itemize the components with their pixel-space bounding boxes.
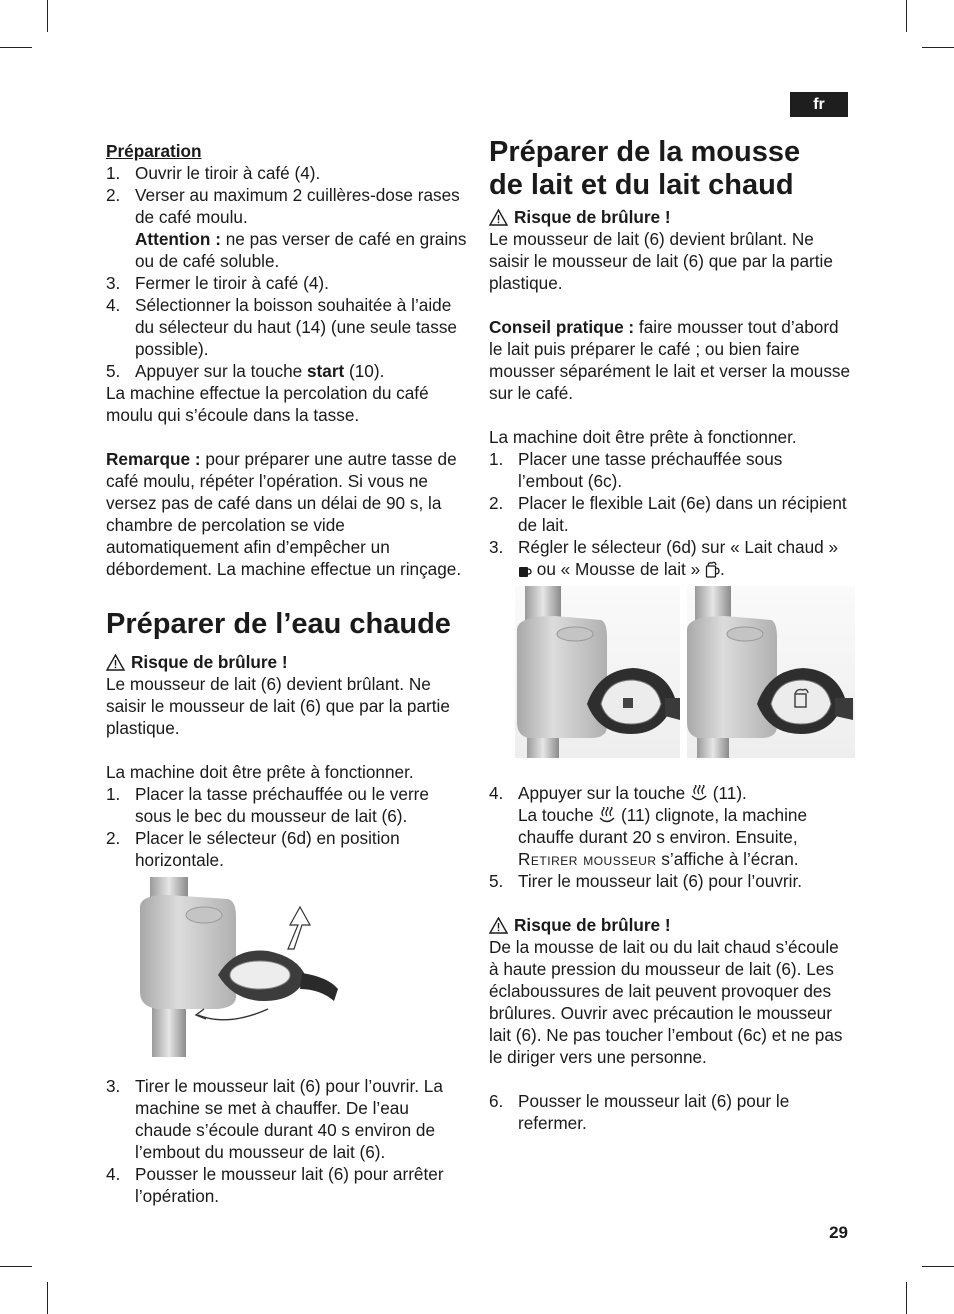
list-item: 4. Appuyer sur la touche (11). La touche (11) clignote, la machine chauffe durant 20 s environ. Ensuite, Retirer mousseur s’affiche à l’écran. [489, 783, 808, 869]
milk-steps-continued [489, 782, 851, 892]
remark-paragraph: Remarque : pour préparer une autre tasse de café moulu, répéter l’opération. Si vous ne versez pas de café dans un délai de 90 s, la chambre de percolation se vide automatiquement afin d’empêcher un débordement. La machine effectue un rinçage. [106, 449, 462, 579]
burn-text: Le mousseur de lait (6) devient brûlant. Ne saisir le mousseur de lait (6) que par la partie plastique. [489, 229, 833, 293]
tip-paragraph: Conseil pratique : faire mousser tout d’abord le lait puis préparer le café ; ou bien faire mousser séparément le lait et verser la mousse sur le café. [489, 317, 851, 403]
warning-triangle-icon [489, 917, 508, 934]
hot-water-steps [106, 783, 468, 871]
list-item: 4. Pousser le mousseur lait (6) pour arrêter l’opération. [106, 1164, 444, 1206]
crop-mark [47, 1282, 48, 1314]
list-item: 1. Placer une tasse préchauffée sous l’embout (6c). [489, 449, 783, 491]
preparation-steps [106, 162, 468, 382]
frother-illustration [106, 877, 468, 1067]
ready-text: La machine doit être prête à fonctionner. [489, 427, 797, 447]
burn-warning: Risque de brûlure ! [489, 206, 851, 228]
list-item: 2. Placer le sélecteur (6d) en position horizontale. [106, 828, 400, 870]
steam-key-icon [690, 785, 708, 802]
crop-mark [47, 0, 48, 32]
milk-steps [489, 448, 851, 580]
selector-illustrations [489, 586, 851, 762]
list-item: 2. Verser au maximum 2 cuillères-dose rases de café moulu. Attention : ne pas verser de café en grains ou de café soluble. [106, 185, 467, 271]
burn-text: Le mousseur de lait (6) devient brûlant. Ne saisir le mousseur de lait (6) que par la partie plastique. [106, 674, 450, 738]
list-item: 2. Placer le flexible Lait (6e) dans un récipient de lait. [489, 493, 847, 535]
burn-warning: Risque de brûlure ! [489, 914, 851, 936]
crop-mark [922, 47, 954, 48]
list-item: 3. Fermer le tiroir à café (4). [106, 273, 329, 293]
display-message: Retirer mousseur [518, 849, 657, 869]
hot-water-steps-continued [106, 1075, 468, 1207]
preparation-heading: Préparation [106, 141, 202, 161]
foam-cup-icon [705, 561, 720, 578]
burn-warning: Risque de brûlure ! [106, 651, 468, 673]
crop-mark [922, 1266, 954, 1267]
list-item: 3. Régler le sélecteur (6d) sur « Lait chaud » ou « Mousse de lait » . [489, 537, 839, 579]
steam-key-icon [598, 807, 616, 824]
ready-text: La machine doit être prête à fonctionner. [106, 762, 414, 782]
warning-triangle-icon [489, 209, 508, 226]
hot-water-title: Préparer de l’eau chaude [106, 608, 451, 640]
warning-triangle-icon [106, 654, 125, 671]
after-steps-text: La machine effectue la percolation du café moulu qui s’écoule dans la tasse. [106, 383, 429, 425]
language-badge: fr [790, 92, 848, 117]
list-item: 6. Pousser le mousseur lait (6) pour le refermer. [489, 1091, 790, 1133]
crop-mark [906, 0, 907, 32]
list-item: 5. Appuyer sur la touche start (10). [106, 361, 385, 381]
page-number: 29 [829, 1223, 848, 1242]
list-item: 1. Ouvrir le tiroir à café (4). [106, 163, 321, 183]
list-item: 1. Placer la tasse préchauffée ou le verre sous le bec du mousseur de lait (6). [106, 784, 429, 826]
crop-mark [0, 1266, 32, 1267]
left-column [106, 140, 468, 1207]
burn-text: De la mousse de lait ou du lait chaud s’écoule à haute pression du mousseur de lait (6). Les éclaboussures de lait peuvent provoquer des brûlures. Ouvrir avec précaution le mousseur lait (6). Ne pas toucher l’embout (6c) et ne pas le diriger vers une personne. [489, 937, 843, 1067]
milk-steps-final [489, 1090, 851, 1134]
cup-icon [518, 564, 532, 578]
crop-mark [906, 1282, 907, 1314]
crop-mark [0, 47, 32, 48]
list-item: 4. Sélectionner la boisson souhaitée à l’aide du sélecteur du haut (14) (une seule tasse possible). [106, 295, 457, 359]
list-item: 5. Tirer le mousseur lait (6) pour l’ouvrir. [489, 871, 802, 891]
milk-foam-title: Préparer de la mousse de lait et du lait chaud [489, 136, 801, 201]
right-column [489, 136, 851, 1134]
list-item: 3. Tirer le mousseur lait (6) pour l’ouvrir. La machine se met à chauffer. De l’eau chaude s’écoule durant 40 s environ de l’embout du mousseur de lait (6). [106, 1076, 443, 1162]
